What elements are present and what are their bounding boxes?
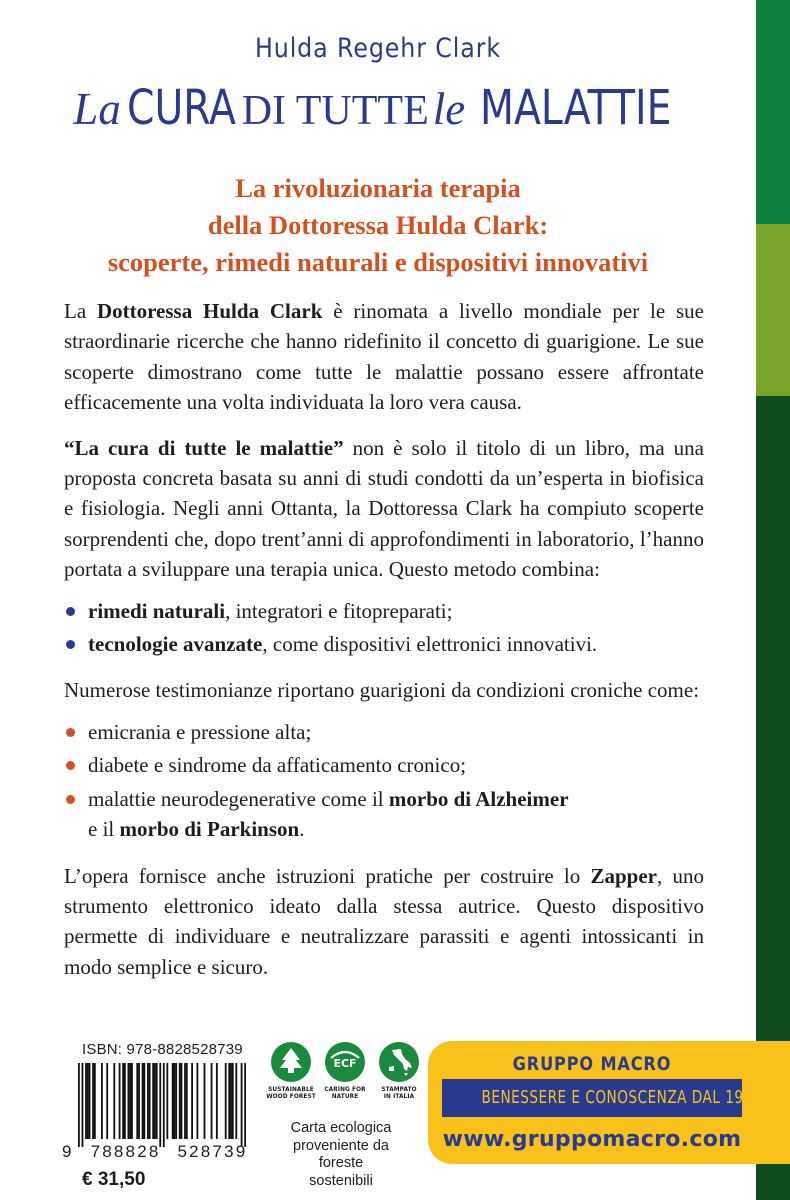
barcode-bar <box>172 1063 174 1139</box>
eco-paper-note: Carta ecologica proveniente da foreste sostenibili <box>290 1120 392 1189</box>
cert-label-line: IN ITALIA <box>383 1094 415 1100</box>
italy-map-icon <box>377 1040 421 1084</box>
barcode-bar <box>204 1063 206 1139</box>
barcode-bar <box>179 1063 181 1139</box>
subtitle-line-3: scoperte, rimedi naturali e dispositivi innovativi <box>107 247 649 277</box>
barcode-bar <box>129 1063 131 1139</box>
barcode-bar <box>216 1063 218 1139</box>
bullet-dot-icon <box>66 761 75 770</box>
title-word-la: La <box>73 84 121 134</box>
barcode-bar <box>235 1063 237 1139</box>
bold-text: Dottoressa Hulda Clark <box>96 299 323 323</box>
cert-label-line: WOOD FOREST <box>266 1094 316 1100</box>
text: malattie neurodegenerative come il <box>88 786 389 811</box>
paragraph-3: Numerose testimonianze riportano guarigioni da condizioni croniche come: <box>64 678 700 703</box>
publisher-name <box>453 1053 732 1075</box>
publisher-name-text: GRUPPO MACRO <box>512 1053 672 1075</box>
bullet-dot-icon <box>66 795 75 804</box>
barcode-block <box>60 1041 248 1190</box>
barcode-bar <box>92 1063 94 1139</box>
cert-label-line: SUSTAINABLE <box>268 1087 314 1093</box>
cert-stampato-italia <box>372 1040 426 1101</box>
text: , uno strumento elettronico ideato dalla stessa autrice. Questo dispositivo permette di individuare e neutralizzare parassiti e agenti intossicanti in modo semplice e sicuro. <box>64 863 704 979</box>
barcode-bar <box>122 1063 124 1139</box>
cert-label <box>372 1087 426 1101</box>
barcode-bar <box>152 1063 154 1139</box>
barcode-bar <box>89 1063 91 1139</box>
barcode-group-1: 788828 <box>90 1142 161 1161</box>
barcode-first-digit: 9 <box>62 1142 74 1161</box>
barcode-bar <box>241 1063 243 1147</box>
text: è rinomata a livello mondiale per le sue straordinarie ricerche che hanno ridefinito il concetto di guarigione. Le sue scoperte dimostrano come tutte le malattie possano essere affrontate efficacemente una volta individuata la loro vera causa. <box>64 299 704 415</box>
barcode-bar <box>124 1063 126 1139</box>
list-item <box>64 750 704 780</box>
barcode-bar <box>232 1063 234 1139</box>
text: e il <box>88 817 120 842</box>
text: , come dispositivi elettronici innovativi. <box>262 632 598 657</box>
barcode-bar <box>147 1063 149 1139</box>
subtitle-line-1: La rivoluzionaria terapia <box>235 173 521 203</box>
publisher-banner <box>428 1041 790 1164</box>
text: La <box>64 299 97 323</box>
barcode-bar <box>128 1063 130 1139</box>
barcode-bar <box>136 1063 138 1139</box>
bold-text: tecnologie avanzate <box>88 632 263 657</box>
barcode-bar <box>191 1063 193 1139</box>
cert-label <box>318 1087 372 1101</box>
price: € 31,50 <box>82 1169 146 1190</box>
barcode-bar <box>142 1063 144 1139</box>
barcode-bar <box>230 1063 232 1139</box>
list-item <box>64 784 704 845</box>
barcode-bar <box>173 1063 175 1139</box>
stripe-middle <box>756 224 790 396</box>
cert-label-line: CARING FOR <box>324 1087 366 1093</box>
cert-ecf <box>318 1040 372 1101</box>
barcode-bar <box>138 1063 140 1139</box>
text: emicrania e pressione alta; <box>88 719 312 744</box>
bold-text: rimedi naturali <box>88 598 226 623</box>
ecf-icon <box>323 1040 367 1084</box>
barcode-icon <box>78 1063 246 1147</box>
list-item <box>64 596 704 626</box>
barcode-bar <box>113 1063 115 1139</box>
ecf-badge-text: ECF <box>333 1057 357 1070</box>
barcode-bar <box>175 1063 177 1139</box>
title-word-le: le <box>432 84 466 134</box>
cert-sustainable-wood <box>264 1040 318 1101</box>
barcode-bar <box>244 1063 246 1147</box>
cert-label <box>264 1087 318 1101</box>
bold-text: morbo di Alzheimer <box>388 786 569 811</box>
title-word-malattie: MALATTIE <box>480 80 672 136</box>
barcode-bar <box>87 1063 89 1139</box>
barcode-bar <box>82 1063 84 1147</box>
publisher-website <box>428 1127 756 1152</box>
barcode-digits <box>62 1142 247 1162</box>
publisher-tagline-text: BENESSERE E CONOSCENZA DAL 1987 <box>481 1088 762 1108</box>
barcode-bar <box>131 1063 133 1139</box>
barcode-group-2: 528739 <box>177 1142 248 1161</box>
title-word-di-tutte: DI TUTTE <box>241 88 429 134</box>
method-list <box>64 596 704 660</box>
bullet-dot-icon <box>66 728 75 737</box>
paragraph-2 <box>64 433 704 585</box>
barcode-bar <box>156 1063 158 1139</box>
cert-label-line: NATURE <box>331 1094 359 1100</box>
barcode-bar <box>85 1063 87 1139</box>
paragraph-4 <box>64 861 704 983</box>
barcode-bar <box>106 1063 108 1139</box>
barcode-bar <box>184 1063 186 1139</box>
barcode-bar <box>181 1063 183 1139</box>
barcode-bar <box>101 1063 103 1139</box>
barcode-bar <box>196 1063 198 1139</box>
isbn-label: ISBN: 978-8828528739 <box>82 1041 243 1058</box>
text: , integratori e fitopreparati; <box>225 598 453 623</box>
barcode-bar <box>78 1063 80 1147</box>
book-title <box>0 80 756 136</box>
bold-text: “La cura di tutte le malattie” <box>64 435 344 460</box>
text: L’opera fornisce anche istruzioni pratiche per costruire lo <box>64 863 591 888</box>
bold-text: Zapper <box>590 863 658 888</box>
blurb <box>64 296 704 997</box>
publisher-website-text: www.gruppomacro.com <box>442 1127 742 1152</box>
subtitle-line-2: della Dottoressa Hulda Clark: <box>207 210 549 240</box>
author-name: Hulda Regehr Clark <box>255 33 501 64</box>
barcode-bar <box>225 1063 227 1139</box>
cert-label-line: STAMPATO <box>381 1087 417 1093</box>
paragraph-1 <box>64 296 704 418</box>
stripe-top <box>756 0 790 224</box>
barcode-bar <box>166 1063 168 1139</box>
bullet-dot-icon <box>66 640 75 649</box>
barcode-bar <box>228 1063 230 1139</box>
text: non è solo il titolo di un libro, ma una proposta concreta basata su anni di studi condotti da un’esperta in biofisica e fisiologia. Negli anni Ottanta, la Dottoressa Clark ha compiuto scoperte sorprendenti che, dopo trent’anni di approfondimenti in laboratorio, l’hanno portata a sviluppare una terapia unica. Questo metodo combina: <box>64 435 704 582</box>
barcode-bar <box>163 1063 165 1147</box>
barcode-bar <box>186 1063 188 1139</box>
barcode-bar <box>119 1063 121 1139</box>
subtitle <box>0 170 756 281</box>
conditions-list <box>64 717 704 845</box>
publisher-tagline <box>442 1079 762 1117</box>
barcode-bar <box>211 1063 213 1139</box>
list-item <box>64 629 704 659</box>
bold-text: morbo di Parkinson <box>119 817 300 842</box>
title-word-cura: CURA <box>126 80 236 136</box>
barcode-bar <box>149 1063 151 1139</box>
text: . <box>299 817 305 842</box>
bullet-dot-icon <box>66 607 75 616</box>
text: diabete e sindrome da affaticamento cronico; <box>88 753 467 778</box>
barcode-bar <box>143 1063 145 1139</box>
tree-icon <box>269 1040 313 1084</box>
barcode-bar <box>159 1063 161 1147</box>
barcode-bar <box>154 1063 156 1139</box>
barcode-bar <box>94 1063 96 1139</box>
list-item <box>64 717 704 747</box>
